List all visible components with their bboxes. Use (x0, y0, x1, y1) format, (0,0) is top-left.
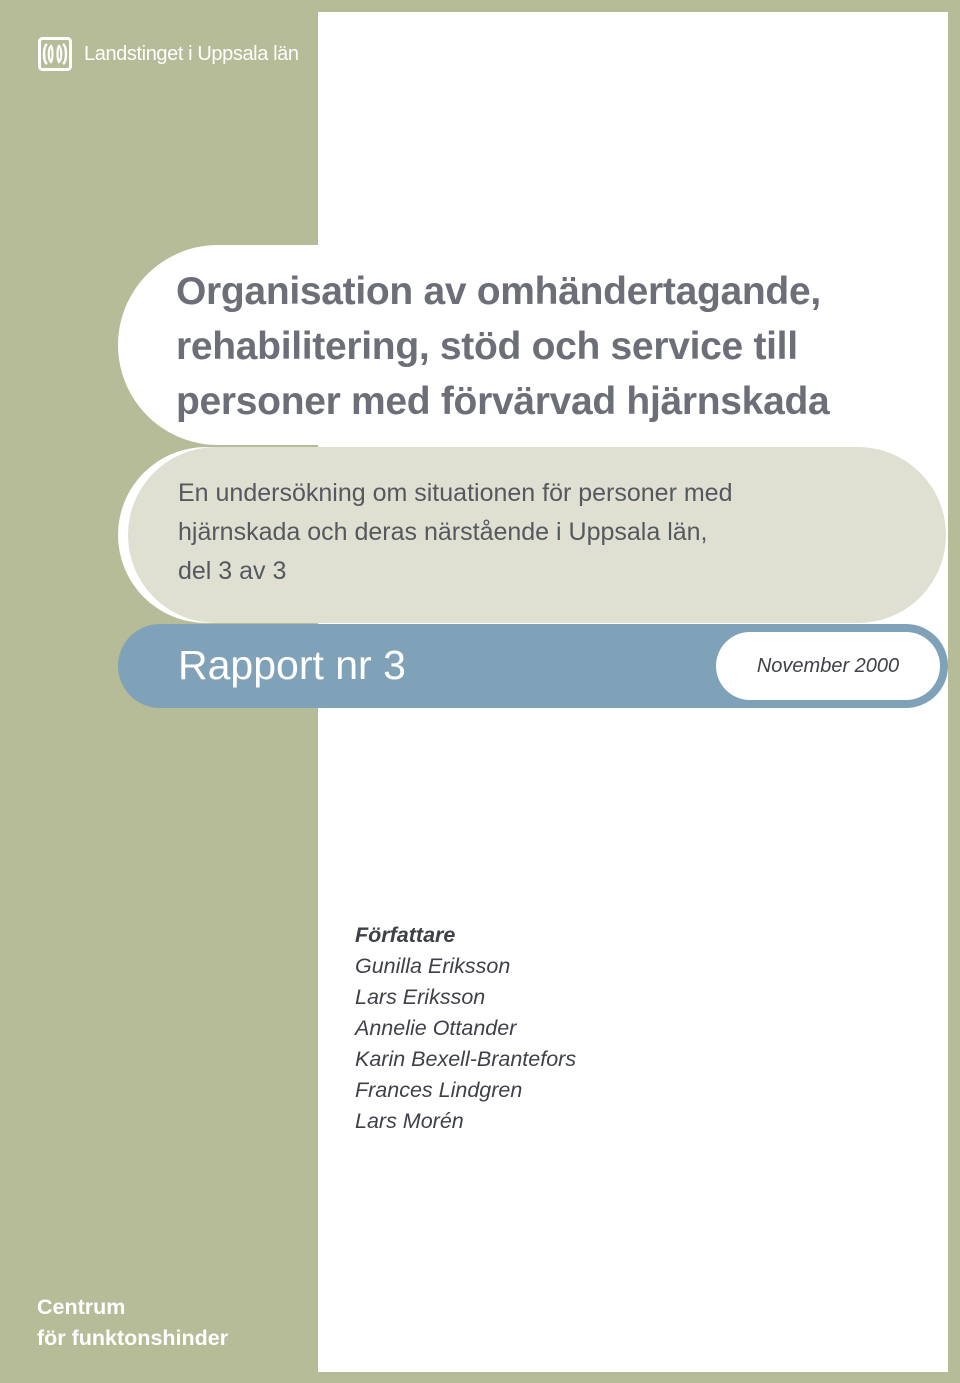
authors-section (355, 920, 755, 1137)
author-name: Karin Bexell-Brantefors (355, 1047, 577, 1071)
report-title-line: personer med förvärvad hjärnskada (176, 380, 830, 423)
publisher-line: för funktonshinder (37, 1326, 229, 1350)
report-title (176, 264, 946, 429)
author-name: Lars Morén (355, 1109, 464, 1133)
authors-heading: Författare (355, 923, 456, 947)
organization-name: Landstinget i Uppsala län (84, 42, 299, 65)
author-name: Lars Eriksson (355, 985, 486, 1009)
publisher-line: Centrum (37, 1295, 126, 1319)
publisher-footer (37, 1292, 297, 1354)
report-subtitle-line: del 3 av 3 (178, 557, 287, 585)
authors-list (355, 951, 755, 1137)
report-subtitle-line: En undersökning om situationen för personer med (178, 479, 733, 507)
report-subtitle (178, 474, 918, 591)
report-number: Rapport nr 3 (178, 642, 406, 688)
organization-logo (38, 36, 299, 72)
author-name: Gunilla Eriksson (355, 954, 511, 978)
landstinget-logo-icon (38, 37, 72, 71)
report-subtitle-line: hjärnskada och deras närstående i Uppsala län, (178, 518, 708, 546)
date-pill (716, 632, 940, 700)
author-name: Frances Lindgren (355, 1078, 523, 1102)
publication-date: November 2000 (756, 654, 900, 677)
report-title-line: rehabilitering, stöd och service till (176, 325, 798, 368)
author-name: Annelie Ottander (355, 1016, 517, 1040)
report-title-line: Organisation av omhändertagande, (176, 270, 821, 313)
